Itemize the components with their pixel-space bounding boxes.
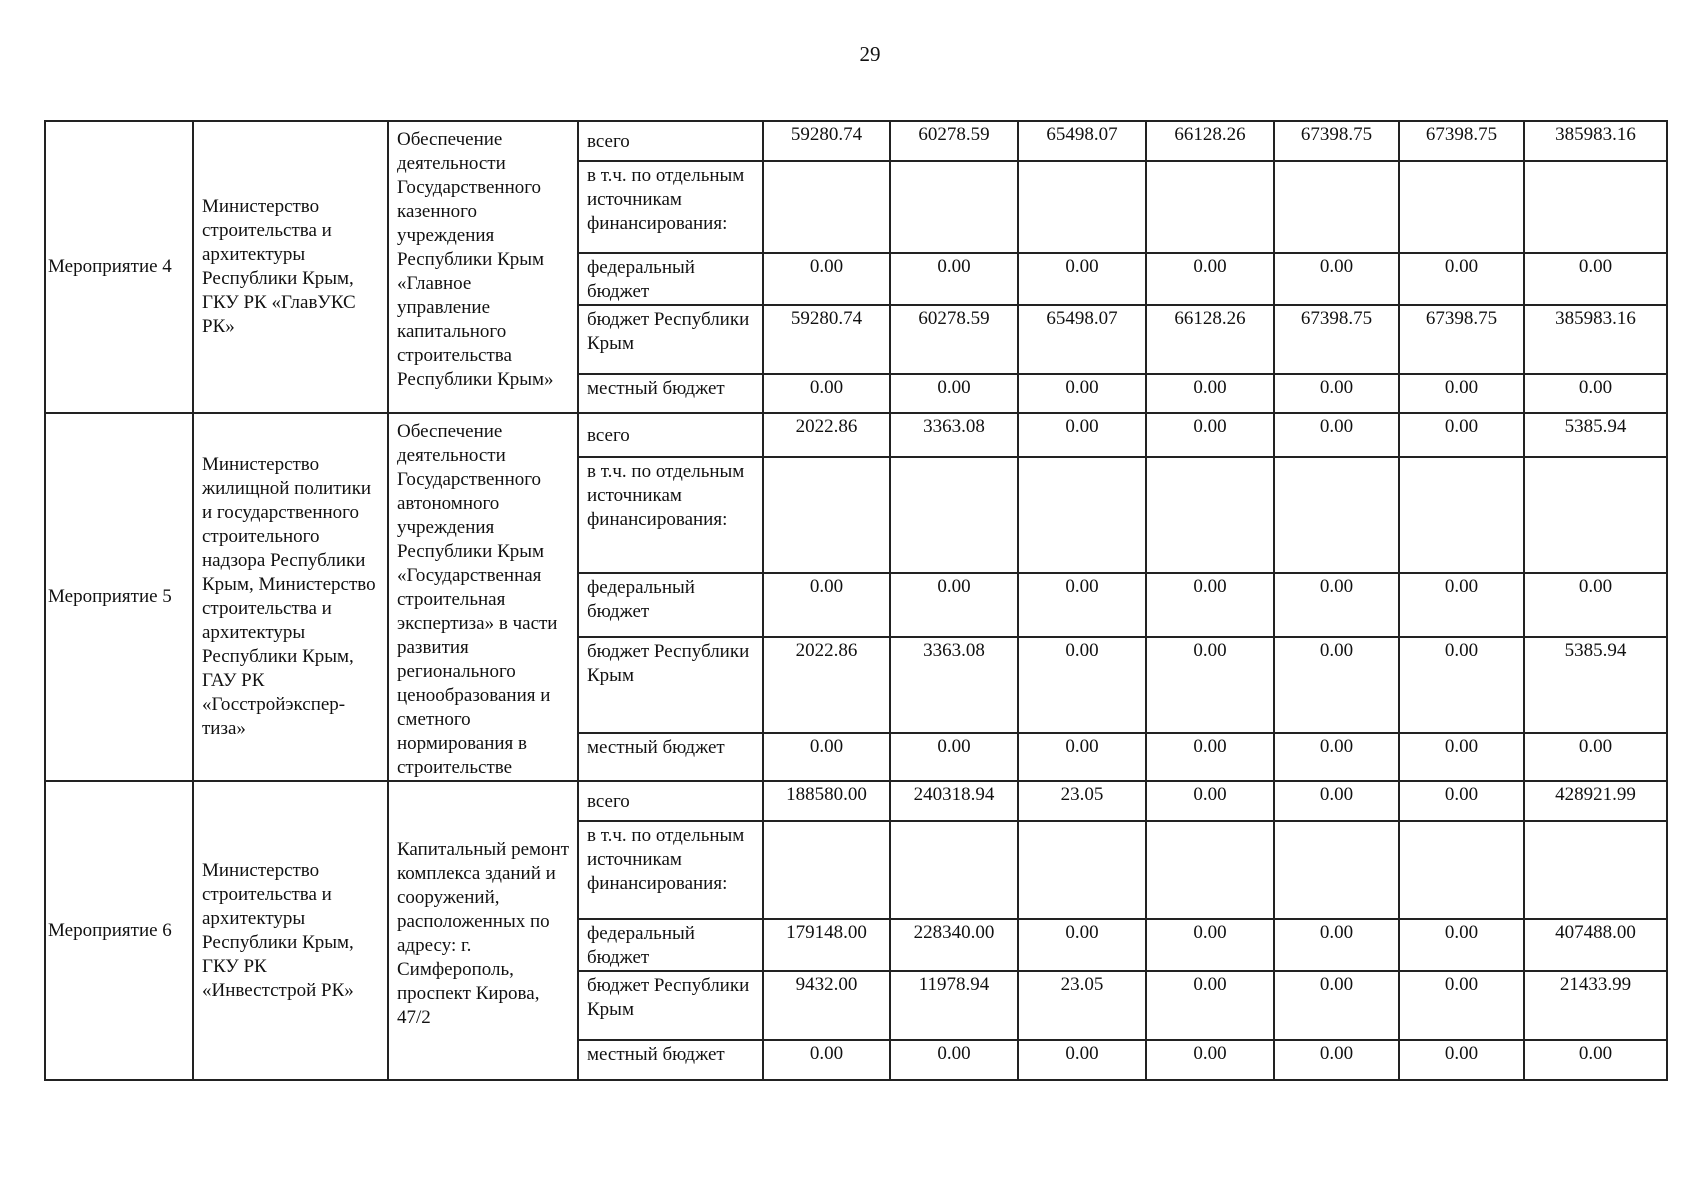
amount-cell: 67398.75	[1274, 121, 1399, 161]
amount-cell: 0.00	[1399, 919, 1524, 971]
amount-cell: 0.00	[1274, 1040, 1399, 1080]
amount-cell	[1524, 457, 1667, 573]
amount-cell: 0.00	[1018, 253, 1146, 305]
amount-cell: 66128.26	[1146, 121, 1274, 161]
funding-table	[44, 120, 1668, 1081]
amount-cell: 3363.08	[890, 413, 1018, 457]
amount-cell: 0.00	[1399, 733, 1524, 781]
activity-description: Обеспечение деятельности Государственного автономного учреждения Республики Крым «Государственная строительная экспертиза» в части развития регионального ценообразования и сметного нормирования в строительстве	[388, 413, 578, 781]
amount-cell: 0.00	[1399, 374, 1524, 413]
amount-cell: 0.00	[1146, 919, 1274, 971]
amount-cell: 5385.94	[1524, 637, 1667, 733]
amount-cell: 0.00	[1524, 253, 1667, 305]
amount-cell: 0.00	[1524, 733, 1667, 781]
amount-cell	[1399, 821, 1524, 919]
amount-cell	[1274, 161, 1399, 253]
table-row	[45, 121, 1667, 161]
funding-source-local: местный бюджет	[578, 733, 763, 781]
activity-description: Капитальный ремонт комплекса зданий и сооружений, расположенных по адресу: г. Симферополь, проспект Кирова, 47/2	[388, 781, 578, 1080]
amount-cell	[1146, 821, 1274, 919]
amount-cell: 0.00	[1146, 781, 1274, 821]
amount-cell	[1274, 457, 1399, 573]
amount-cell: 0.00	[1018, 919, 1146, 971]
funding-source-including: в т.ч. по отдельным источникам финансирования:	[578, 821, 763, 919]
activity-executor: Министерство строительства и архитектуры Республики Крым, ГКУ РК «Инвестстрой РК»	[193, 781, 388, 1080]
amount-cell: 0.00	[1146, 733, 1274, 781]
activity-name: Мероприятие 5	[45, 413, 193, 781]
amount-cell: 0.00	[1018, 573, 1146, 636]
activity-name: Мероприятие 6	[45, 781, 193, 1080]
amount-cell: 23.05	[1018, 971, 1146, 1040]
amount-cell: 428921.99	[1524, 781, 1667, 821]
amount-cell: 9432.00	[763, 971, 890, 1040]
funding-source-federal: федеральный бюджет	[578, 253, 763, 305]
amount-cell: 11978.94	[890, 971, 1018, 1040]
amount-cell: 0.00	[1146, 1040, 1274, 1080]
amount-cell	[763, 821, 890, 919]
amount-cell: 0.00	[1146, 413, 1274, 457]
amount-cell: 385983.16	[1524, 121, 1667, 161]
amount-cell: 240318.94	[890, 781, 1018, 821]
amount-cell	[890, 457, 1018, 573]
amount-cell: 0.00	[763, 1040, 890, 1080]
amount-cell: 0.00	[1399, 781, 1524, 821]
amount-cell: 23.05	[1018, 781, 1146, 821]
amount-cell	[763, 457, 890, 573]
amount-cell: 0.00	[1274, 573, 1399, 636]
amount-cell: 0.00	[1274, 733, 1399, 781]
amount-cell: 0.00	[1399, 573, 1524, 636]
amount-cell: 0.00	[890, 374, 1018, 413]
amount-cell: 0.00	[1274, 413, 1399, 457]
amount-cell	[1274, 821, 1399, 919]
amount-cell: 0.00	[1018, 374, 1146, 413]
amount-cell: 0.00	[1399, 971, 1524, 1040]
amount-cell: 0.00	[890, 573, 1018, 636]
amount-cell: 60278.59	[890, 121, 1018, 161]
amount-cell	[1018, 457, 1146, 573]
amount-cell: 0.00	[890, 1040, 1018, 1080]
amount-cell: 60278.59	[890, 305, 1018, 374]
activity-description: Обеспечение деятельности Государственного казенного учреждения Республики Крым «Главное управление капитального строительства Республики Крым»	[388, 121, 578, 413]
amount-cell	[1399, 457, 1524, 573]
amount-cell	[1524, 821, 1667, 919]
amount-cell: 407488.00	[1524, 919, 1667, 971]
amount-cell: 0.00	[763, 253, 890, 305]
table-row	[45, 413, 1667, 457]
amount-cell: 67398.75	[1274, 305, 1399, 374]
amount-cell: 2022.86	[763, 637, 890, 733]
amount-cell	[763, 161, 890, 253]
funding-source-republic: бюджет Республики Крым	[578, 971, 763, 1040]
amount-cell	[1146, 457, 1274, 573]
amount-cell: 228340.00	[890, 919, 1018, 971]
amount-cell: 0.00	[1524, 573, 1667, 636]
amount-cell: 179148.00	[763, 919, 890, 971]
funding-source-local: местный бюджет	[578, 1040, 763, 1080]
amount-cell: 385983.16	[1524, 305, 1667, 374]
amount-cell: 0.00	[890, 733, 1018, 781]
amount-cell: 0.00	[1274, 781, 1399, 821]
amount-cell: 59280.74	[763, 305, 890, 374]
page-number: 29	[859, 42, 881, 66]
amount-cell: 0.00	[1399, 413, 1524, 457]
amount-cell: 0.00	[1146, 573, 1274, 636]
funding-source-republic: бюджет Республики Крым	[578, 305, 763, 374]
amount-cell: 0.00	[1146, 374, 1274, 413]
amount-cell: 59280.74	[763, 121, 890, 161]
amount-cell: 0.00	[1524, 1040, 1667, 1080]
amount-cell: 188580.00	[763, 781, 890, 821]
amount-cell: 0.00	[1274, 253, 1399, 305]
funding-source-federal: федеральный бюджет	[578, 919, 763, 971]
amount-cell	[1146, 161, 1274, 253]
amount-cell: 0.00	[890, 253, 1018, 305]
amount-cell: 21433.99	[1524, 971, 1667, 1040]
amount-cell: 0.00	[1399, 1040, 1524, 1080]
amount-cell: 0.00	[1274, 919, 1399, 971]
amount-cell: 67398.75	[1399, 121, 1524, 161]
table-row	[45, 781, 1667, 821]
funding-source-republic: бюджет Республики Крым	[578, 637, 763, 733]
amount-cell	[1524, 161, 1667, 253]
amount-cell: 66128.26	[1146, 305, 1274, 374]
amount-cell	[1399, 161, 1524, 253]
amount-cell	[890, 161, 1018, 253]
funding-source-total: всего	[578, 781, 763, 821]
amount-cell	[1018, 821, 1146, 919]
amount-cell: 2022.86	[763, 413, 890, 457]
activity-executor: Министерство строительства и архитектуры Республики Крым, ГКУ РК «ГлавУКС РК»	[193, 121, 388, 413]
amount-cell: 0.00	[1274, 637, 1399, 733]
amount-cell: 0.00	[1274, 971, 1399, 1040]
funding-source-including: в т.ч. по отдельным источникам финансирования:	[578, 457, 763, 573]
funding-source-total: всего	[578, 413, 763, 457]
amount-cell: 65498.07	[1018, 305, 1146, 374]
amount-cell: 0.00	[1146, 637, 1274, 733]
funding-source-including: в т.ч. по отдельным источникам финансирования:	[578, 161, 763, 253]
amount-cell: 0.00	[1399, 637, 1524, 733]
amount-cell: 0.00	[1018, 413, 1146, 457]
activity-name: Мероприятие 4	[45, 121, 193, 413]
amount-cell: 0.00	[1399, 253, 1524, 305]
funding-source-local: местный бюджет	[578, 374, 763, 413]
amount-cell: 0.00	[763, 374, 890, 413]
amount-cell: 3363.08	[890, 637, 1018, 733]
amount-cell: 0.00	[1146, 253, 1274, 305]
amount-cell: 0.00	[1018, 637, 1146, 733]
amount-cell: 0.00	[763, 573, 890, 636]
amount-cell: 67398.75	[1399, 305, 1524, 374]
amount-cell: 0.00	[1274, 374, 1399, 413]
amount-cell: 0.00	[1524, 374, 1667, 413]
activity-executor: Министерство жилищной политики и государственного строительного надзора Республики Крым, Министерство строительства и архитектуры Республики Крым, ГАУ РК «Госстройэкспер-тиза»	[193, 413, 388, 781]
amount-cell: 65498.07	[1018, 121, 1146, 161]
amount-cell	[890, 821, 1018, 919]
amount-cell: 5385.94	[1524, 413, 1667, 457]
amount-cell: 0.00	[1018, 733, 1146, 781]
funding-source-federal: федеральный бюджет	[578, 573, 763, 636]
amount-cell: 0.00	[1146, 971, 1274, 1040]
amount-cell: 0.00	[763, 733, 890, 781]
amount-cell	[1018, 161, 1146, 253]
funding-source-total: всего	[578, 121, 763, 161]
amount-cell: 0.00	[1018, 1040, 1146, 1080]
